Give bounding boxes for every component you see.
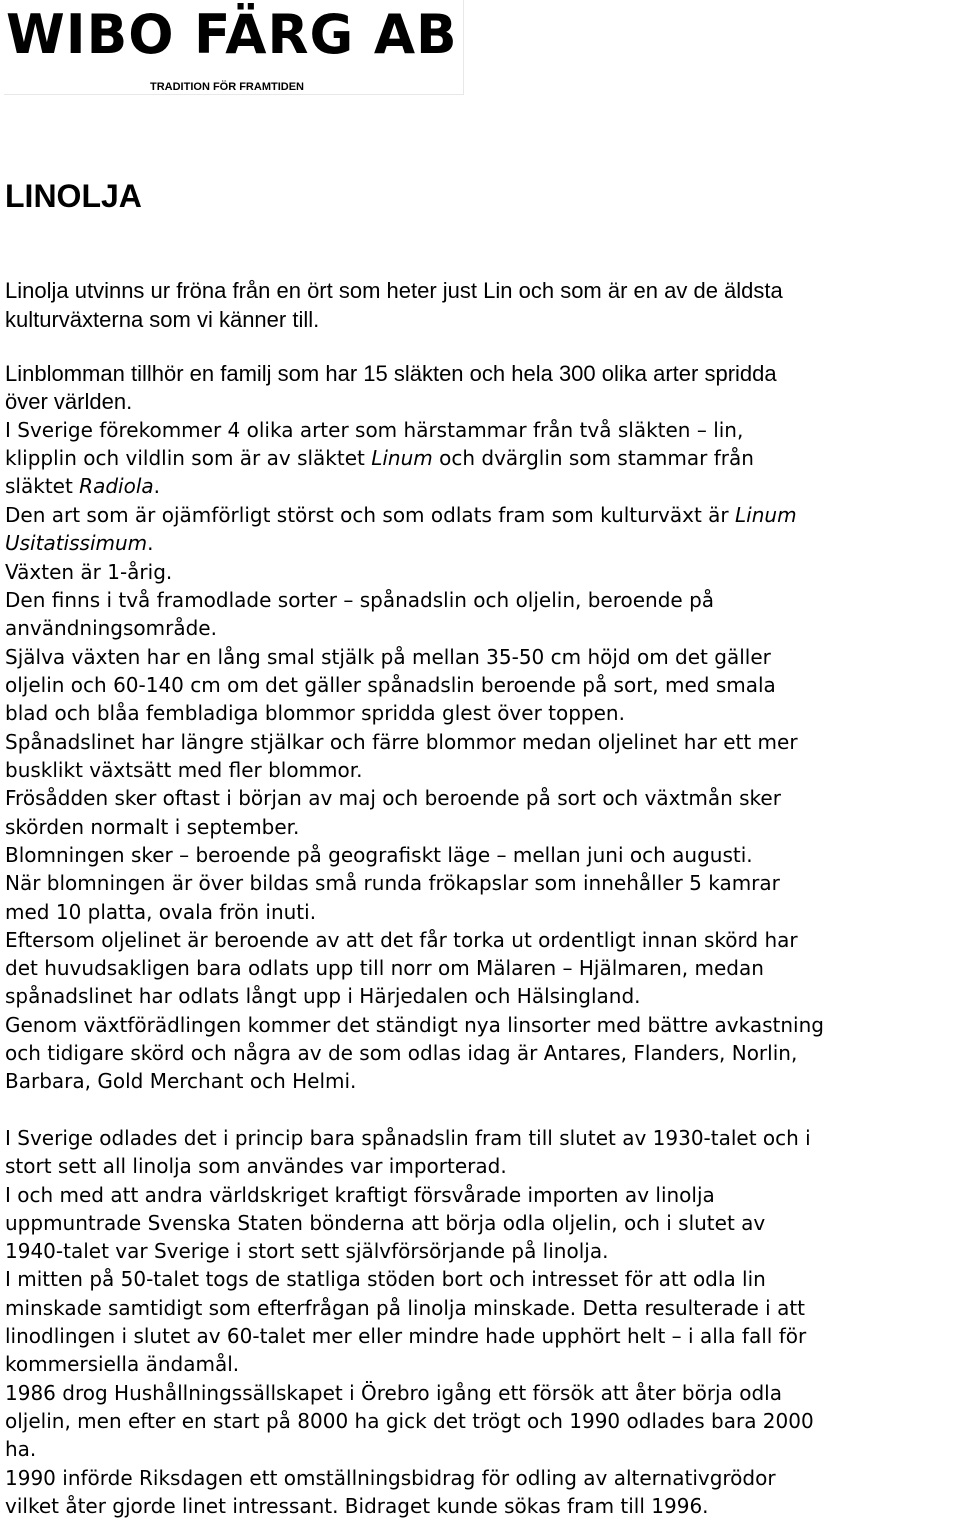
text-line: Den art som är ojämförligt störst och som odlats fram som kulturväxt är Linum xyxy=(5,503,797,527)
text-line: I och med att andra världskriget kraftigt försvårade importen av linolja xyxy=(5,1183,715,1207)
text-line: 1990 införde Riksdagen ett omställningsbidrag för odling av alternativgrödor xyxy=(5,1466,776,1490)
text-line: Eftersom oljelinet är beroende av att det får torka ut ordentligt innan skörd har xyxy=(5,928,798,952)
logo-wordmark: WIBO FÄRG AB xyxy=(6,3,458,66)
text-line: I Sverige förekommer 4 olika arter som härstammar från två släkten – lin, xyxy=(5,418,744,442)
text-line: oljelin, men efter en start på 8000 ha gick det trögt och 1990 odlades bara 2000 xyxy=(5,1409,814,1433)
text-line: linodlingen i slutet av 60-talet mer eller mindre hade upphört helt – i alla fall för xyxy=(5,1324,807,1348)
text-line: kulturväxterna som vi känner till. xyxy=(5,307,320,332)
text-line: Genom växtförädlingen kommer det ständigt nya linsorter med bättre avkastning xyxy=(5,1013,824,1037)
italic-term: Linum xyxy=(735,503,797,527)
text-line: Växten är 1-årig. xyxy=(5,560,173,584)
text-line: det huvudsakligen bara odlats upp till norr om Mälaren – Hjälmaren, medan xyxy=(5,956,764,980)
text-line: ha. xyxy=(5,1437,37,1461)
text-line: användningsområde. xyxy=(5,616,217,640)
text-line: släktet Radiola. xyxy=(5,474,160,498)
text-line: Den finns i två framodlade sorter – spånadslin och oljelin, beroende på xyxy=(5,588,715,612)
italic-term: Usitatissimum xyxy=(5,531,148,555)
text-line: Barbara, Gold Merchant och Helmi. xyxy=(5,1069,357,1093)
text-line: 1940-talet var Sverige i stort sett självförsörjande på linolja. xyxy=(5,1239,609,1263)
logo-tagline: TRADITION FÖR FRAMTIDEN xyxy=(150,81,304,93)
text-line: och tidigare skörd och några av de som odlas idag är Antares, Flanders, Norlin, xyxy=(5,1041,798,1065)
text-line: kommersiella ändamål. xyxy=(5,1352,240,1376)
text-line: Linolja utvinns ur fröna från en ört som heter just Lin och som är en av de äldsta xyxy=(5,278,783,303)
text-line: När blomningen är över bildas små runda frökapslar som innehåller 5 kamrar xyxy=(5,871,780,895)
text-line: med 10 platta, ovala frön inuti. xyxy=(5,900,317,924)
italic-term: Linum xyxy=(371,446,433,470)
text-line: spånadslinet har odlats långt upp i Härjedalen och Hälsingland. xyxy=(5,984,641,1008)
text-line: Spånadslinet har längre stjälkar och färre blommor medan oljelinet har ett mer xyxy=(5,730,798,754)
text-line: 1986 drog Hushållningssällskapet i Örebro igång ett försök att åter börja odla xyxy=(5,1381,782,1405)
text-line: oljelin och 60-140 cm om det gäller spånadslin beroende på sort, med smala xyxy=(5,673,776,697)
text-line: Blomningen sker – beroende på geografiskt läge – mellan juni och augusti. xyxy=(5,843,753,867)
text-line: Linblomman tillhör en familj som har 15 släkten och hela 300 olika arter spridda xyxy=(5,361,777,386)
text-line: vilket åter gjorde linet intressant. Bidraget kunde sökas fram till 1996. xyxy=(5,1494,709,1518)
text-line: Frösådden sker oftast i början av maj och beroende på sort och växtmån sker xyxy=(5,786,781,810)
text-line: över världen. xyxy=(5,389,133,414)
text-line: I Sverige odlades det i princip bara spånadslin fram till slutet av 1930-talet och i xyxy=(5,1126,811,1150)
text-line: busklikt växtsätt med fler blommor. xyxy=(5,758,363,782)
company-logo xyxy=(4,0,464,95)
text-line: blad och blåa fembladiga blommor spridda glest över toppen. xyxy=(5,701,625,725)
text-line: Själva växten har en lång smal stjälk på mellan 35-50 cm höjd om det gäller xyxy=(5,645,771,669)
italic-term: Radiola xyxy=(79,474,154,498)
page-title: LINOLJA xyxy=(5,178,142,214)
text-line: uppmuntrade Svenska Staten bönderna att börja odla oljelin, och i slutet av xyxy=(5,1211,766,1235)
text-line: klipplin och vildlin som är av släktet Linum och dvärglin som stammar från xyxy=(5,446,754,470)
logo-border-right xyxy=(463,0,464,95)
text-line: skörden normalt i september. xyxy=(5,815,300,839)
text-line: stort sett all linolja som användes var importerad. xyxy=(5,1154,507,1178)
text-line: minskade samtidigt som efterfrågan på linolja minskade. Detta resulterade i att xyxy=(5,1296,806,1320)
text-line: I mitten på 50-talet togs de statliga stöden bort och intresset för att odla lin xyxy=(5,1267,766,1291)
logo-border-bottom xyxy=(4,94,464,95)
text-line: Usitatissimum. xyxy=(5,531,154,555)
